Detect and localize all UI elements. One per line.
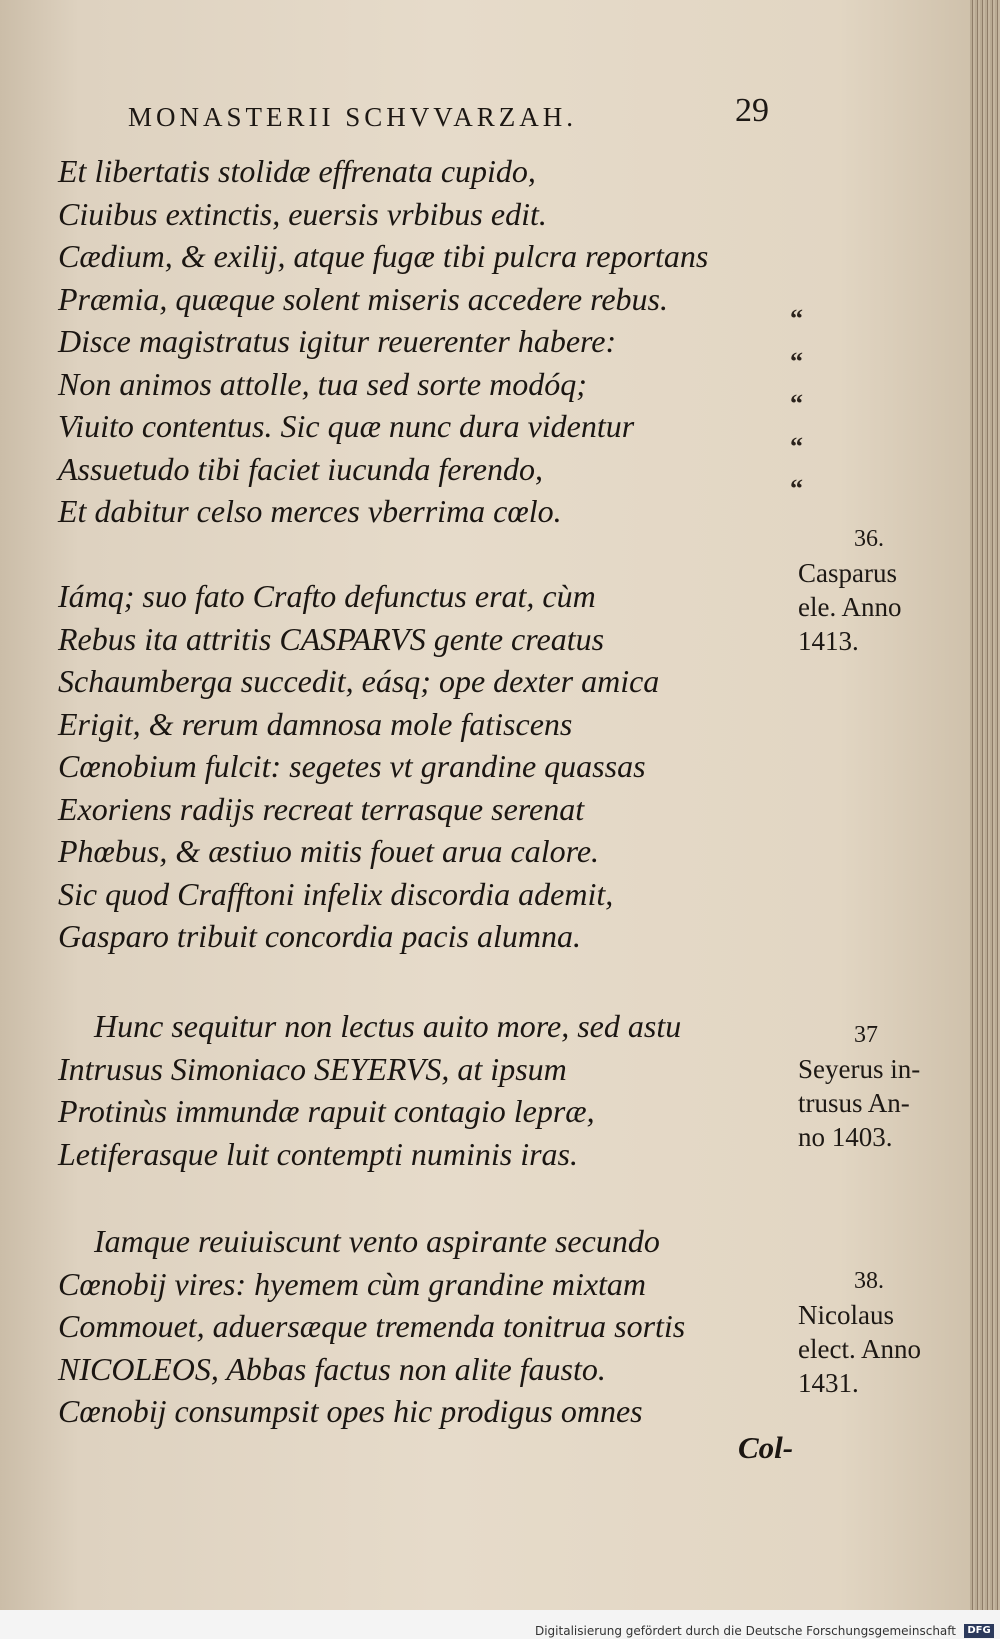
margin-note-36 — [798, 522, 968, 658]
verse-line: Schaumberga succedit, eásq; ope dexter amica — [58, 663, 660, 699]
quote-marks — [790, 298, 803, 511]
verse-line: Sic quod Crafftoni infelix discordia ademit, — [58, 875, 614, 912]
quote-mark: “ — [790, 389, 803, 418]
verse-line: Et libertatis stolidæ effrenata cupido, — [58, 153, 536, 189]
footer-credit: Digitalisierung gefördert durch die Deutsche Forschungsgemeinschaft — [534, 1624, 956, 1638]
verse-line: Cœnobij vires: hyemem cùm grandine mixtam — [58, 1265, 647, 1302]
quote-mark: “ — [790, 431, 803, 461]
verse-block-4 — [58, 1220, 748, 1433]
margin-note-line: 1431. — [798, 1368, 859, 1398]
running-head: MONASTERII SCHVVARZAH. — [128, 102, 578, 132]
verse-line: Intrusus Simoniaco SEYERVS, at ipsum — [58, 1050, 567, 1087]
verse-line: Protinùs immundæ rapuit contagio lepræ, — [58, 1093, 595, 1129]
dfg-logo: DFG — [964, 1624, 994, 1638]
verse-line: Exoriens radijs recreat terrasque serenat — [58, 790, 585, 827]
margin-note-line: elect. Anno — [798, 1334, 921, 1364]
quote-mark: “ — [790, 346, 803, 376]
margin-note-line: Nicolaus — [798, 1300, 894, 1330]
verse-line: Cœnobium fulcit: segetes vt grandine quassas — [58, 748, 646, 784]
verse-line: Iamque reuiuiscunt vento aspirante secundo — [94, 1223, 660, 1259]
page-edge — [970, 0, 1000, 1610]
margin-note-38 — [798, 1264, 968, 1400]
verse-line: Hunc sequitur non lectus auito more, sed astu — [94, 1008, 682, 1044]
verse-line: Erigit, & rerum damnosa mole fatiscens — [58, 705, 573, 742]
margin-note-number: 36. — [854, 526, 884, 552]
verse-line: Commouet, aduersæque tremenda tonitrua sortis — [58, 1308, 686, 1344]
quote-mark: “ — [790, 474, 803, 503]
margin-note-line: Seyerus in- — [798, 1054, 921, 1084]
verse-block-2 — [58, 575, 748, 958]
quote-mark: “ — [790, 304, 803, 333]
verse-line: Cœnobij consumpsit opes hic prodigus omnes — [58, 1393, 643, 1429]
verse-block-3 — [58, 1005, 748, 1175]
verse-line: Disce magistratus igitur reuerenter habere: — [58, 323, 617, 359]
verse-line: Iámq; suo fato Crafto defunctus erat, cùm — [58, 578, 596, 614]
margin-note-line: ele. Anno — [798, 592, 902, 622]
catchword: Col- — [738, 1430, 794, 1465]
verse-line: Viuito contentus. Sic quæ nunc dura videntur — [58, 408, 635, 444]
verse-line: Gasparo tribuit concordia pacis alumna. — [58, 918, 581, 954]
verse-line: Phœbus, & æstiuo mitis fouet arua calore. — [58, 833, 600, 869]
verse-line: Cædium, & exilij, atque fugæ tibi pulcra reportans — [58, 238, 709, 274]
verse-line: Assuetudo tibi faciet iucunda ferendo, — [58, 450, 543, 487]
verse-line: Ciuibus extinctis, euersis vrbibus edit. — [58, 195, 547, 232]
margin-note-number: 37 — [854, 1022, 878, 1048]
verse-line: Letiferasque luit contempti numinis iras. — [58, 1135, 578, 1172]
verse-block-1 — [58, 150, 748, 533]
margin-note-number: 38. — [854, 1268, 884, 1294]
verse-line: Præmia, quæque solent miseris accedere rebus. — [58, 280, 668, 317]
page-number: 29 — [735, 92, 769, 129]
margin-note-line: no 1403. — [798, 1122, 893, 1152]
margin-note-line: 1413. — [798, 626, 859, 656]
margin-note-37 — [798, 1018, 968, 1154]
verse-line: NICOLEOS, Abbas factus non alite fausto. — [58, 1350, 606, 1387]
margin-note-line: Casparus — [798, 558, 897, 588]
verse-line: Non animos attolle, tua sed sorte modóq; — [58, 365, 587, 402]
margin-note-line: trusus An- — [798, 1088, 910, 1118]
verse-line: Et dabitur celso merces vberrima cœlo. — [58, 493, 562, 529]
verse-line: Rebus ita attritis CASPARVS gente creatus — [58, 620, 605, 657]
